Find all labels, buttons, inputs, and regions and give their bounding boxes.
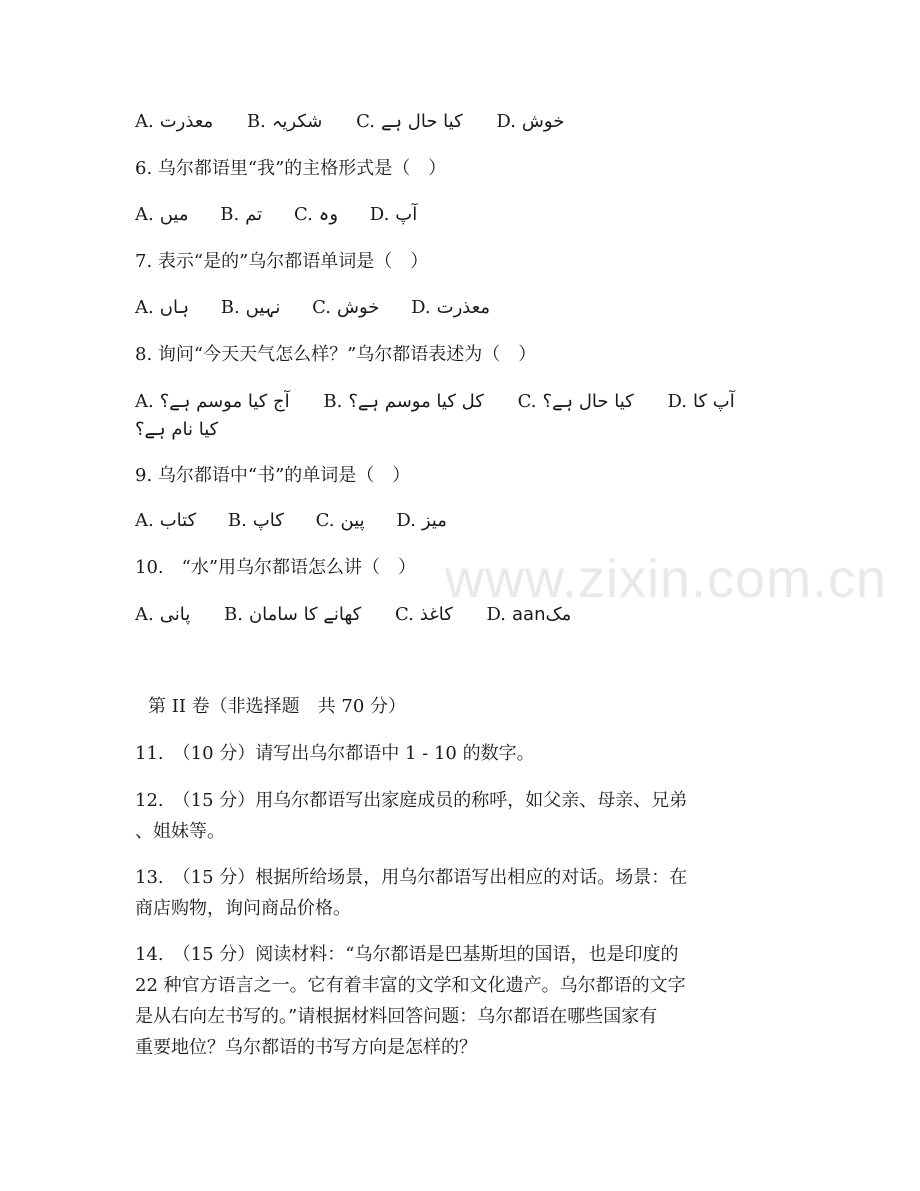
q10-options [135, 603, 571, 627]
q10-option-c: C. کاغذ [395, 604, 453, 625]
q9-option-a: A. کتاب [135, 510, 197, 531]
q10-option-b: B. کھانے کا سامان [223, 604, 362, 625]
section-2-heading: 第 II 卷（非选择题 共 70 分） [148, 696, 407, 717]
question-9: 9. 乌尔都语中“书”的单词是（ ） [135, 465, 411, 486]
q7-option-b: B. نہیں [220, 297, 281, 318]
question-13-line-1: 13. （15 分）根据所给场景，用乌尔都语写出相应的对话。场景：在 [135, 867, 688, 888]
question-6: 6. 乌尔都语里“我”的主格形式是（ ） [135, 158, 447, 179]
question-12-line-2: 、姐妹等。 [135, 821, 225, 842]
q5-option-a: A. معذرت [135, 111, 214, 132]
q10-option-a: A. پانی [135, 604, 191, 625]
q5-option-d: D. خوش [496, 111, 565, 132]
q6-option-b: B. تم [220, 204, 263, 225]
question-10: 10. “水”用乌尔都语怎么讲（ ） [135, 557, 417, 578]
q9-option-c: C. پین [315, 510, 365, 531]
q8-option-b: B. کل کیا موسم ہے؟ [323, 391, 484, 412]
q9-option-b: B. کاپ [227, 510, 284, 531]
q5-option-c: C. کیا حال ہے [356, 111, 463, 132]
q6-option-a: A. میں [135, 204, 189, 225]
q8-option-a: A. آج کیا موسم ہے؟ [135, 391, 290, 412]
q8-option-c: C. کیا حال ہے؟ [517, 391, 634, 412]
q7-option-a: A. ہاں [135, 297, 189, 318]
q9-options [135, 509, 447, 533]
q6-option-d: D. آپ [369, 204, 418, 225]
q7-option-d: D. معذرت [411, 297, 491, 318]
question-14-line-4: 重要地位？乌尔都语的书写方向是怎样的？ [135, 1037, 477, 1058]
q5-option-b: B. شکریہ [246, 111, 323, 132]
question-12-line-1: 12. （15 分）用乌尔都语写出家庭成员的称呼，如父亲、母亲、兄弟 [135, 790, 688, 811]
question-7: 7. 表示“是的”乌尔都语单词是（ ） [135, 251, 429, 272]
question-14-line-1: 14. （15 分）阅读材料：“乌尔都语是巴基斯坦的国语，也是印度的 [135, 944, 679, 965]
question-14-line-3: 是从右向左书写的。”请根据材料回答问题：乌尔都语在哪些国家有 [135, 1006, 658, 1027]
watermark: www.zixin.com.cn [445, 549, 888, 609]
q7-option-c: C. خوش [312, 297, 380, 318]
q5-options [135, 110, 564, 134]
q10-option-d: D. مکaan [486, 604, 572, 625]
q7-options [135, 296, 490, 320]
q6-option-c: C. وہ [293, 204, 339, 225]
question-11: 11. （10 分）请写出乌尔都语中 1 - 10 的数字。 [135, 743, 535, 764]
q8-options [135, 390, 735, 414]
question-13-line-2: 商店购物，询问商品价格。 [135, 898, 351, 919]
q6-options [135, 203, 417, 227]
q8-option-d: D. آپ کا [667, 391, 735, 412]
question-8: 8. 询问“今天天气怎么样？”乌尔都语表述为（ ） [135, 344, 537, 365]
q9-option-d: D. میز [396, 510, 447, 531]
q8-option-d-continued: کیا نام ہے؟ [135, 419, 219, 440]
question-14-line-2: 22 种官方语言之一。它有着丰富的文学和文化遗产。乌尔都语的文字 [135, 975, 686, 996]
